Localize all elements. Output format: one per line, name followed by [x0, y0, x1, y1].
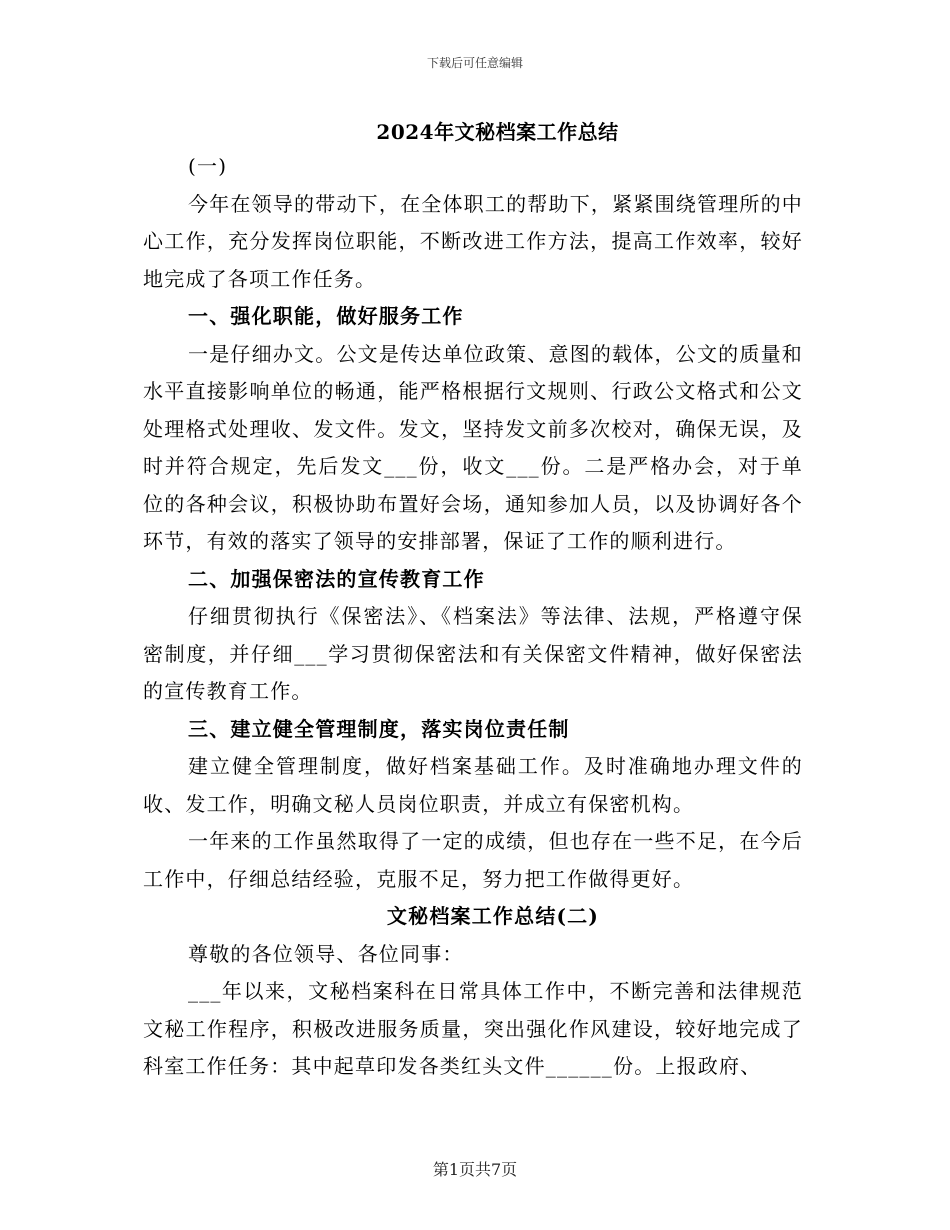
- header-note: 下载后可任意编辑: [426, 56, 523, 70]
- document-title: 2024年文秘档案工作总结: [376, 120, 619, 144]
- paragraph-2: 仔细贯彻执行《保密法》、《档案法》等法律、法规，严格遵守保密制度，并仔细___学习贯彻保密法和有关保密文件精神，做好保密法的宣传教育工作。: [143, 604, 803, 703]
- heading-2: 二、加强保密法的宣传教育工作: [188, 566, 485, 591]
- paragraph-4: 一年来的工作虽然取得了一定的成绩，但也存在一些不足，在今后工作中，仔细总结经验，克服不足，努力把工作做得更好。: [143, 829, 803, 891]
- page-number: 第1页共7页: [432, 1160, 518, 1179]
- paragraph-1: 一是仔细办文。公文是传达单位政策、意图的载体，公文的质量和水平直接影响单位的畅通，能严格根据行文规则、行政公文格式和公文处理格式处理收、发文件。发文，坚持发文前多次校对，确保无误，及时并符合规定，先后发文___份，收文___份。二是严格办会，对于单位的各种会议，积极协助布置好会场，通知参加人员，以及协调好各个环节，有效的落实了领导的安排部署，保证了工作的顺利进行。: [143, 341, 803, 553]
- greeting: 尊敬的各位领导、各位同事：: [188, 941, 464, 966]
- part-one-label: (一): [188, 154, 228, 178]
- paragraph-intro: 今年在领导的带动下，在全体职工的帮助下，紧紧围绕管理所的中心工作，充分发挥岗位职能，不断改进工作方法，提高工作效率，较好地完成了各项工作任务。: [143, 191, 803, 291]
- paragraph-5: ___年以来，文秘档案科在日常具体工作中，不断完善和法律规范文秘工作程序，积极改进服务质量，突出强化作风建设，较好地完成了科室工作任务：其中起草印发各类红头文件______份。上报政府、: [143, 979, 803, 1078]
- heading-3: 三、建立健全管理制度，落实岗位责任制: [188, 716, 570, 741]
- paragraph-3: 建立健全管理制度，做好档案基础工作。及时准确地办理文件的收、发工作，明确文秘人员岗位职责，并成立有保密机构。: [143, 754, 803, 816]
- document-body: [143, 148, 803, 1086]
- heading-1: 一、强化职能，做好服务工作: [188, 304, 464, 328]
- section-two-title: 文秘档案工作总结(二): [386, 904, 600, 928]
